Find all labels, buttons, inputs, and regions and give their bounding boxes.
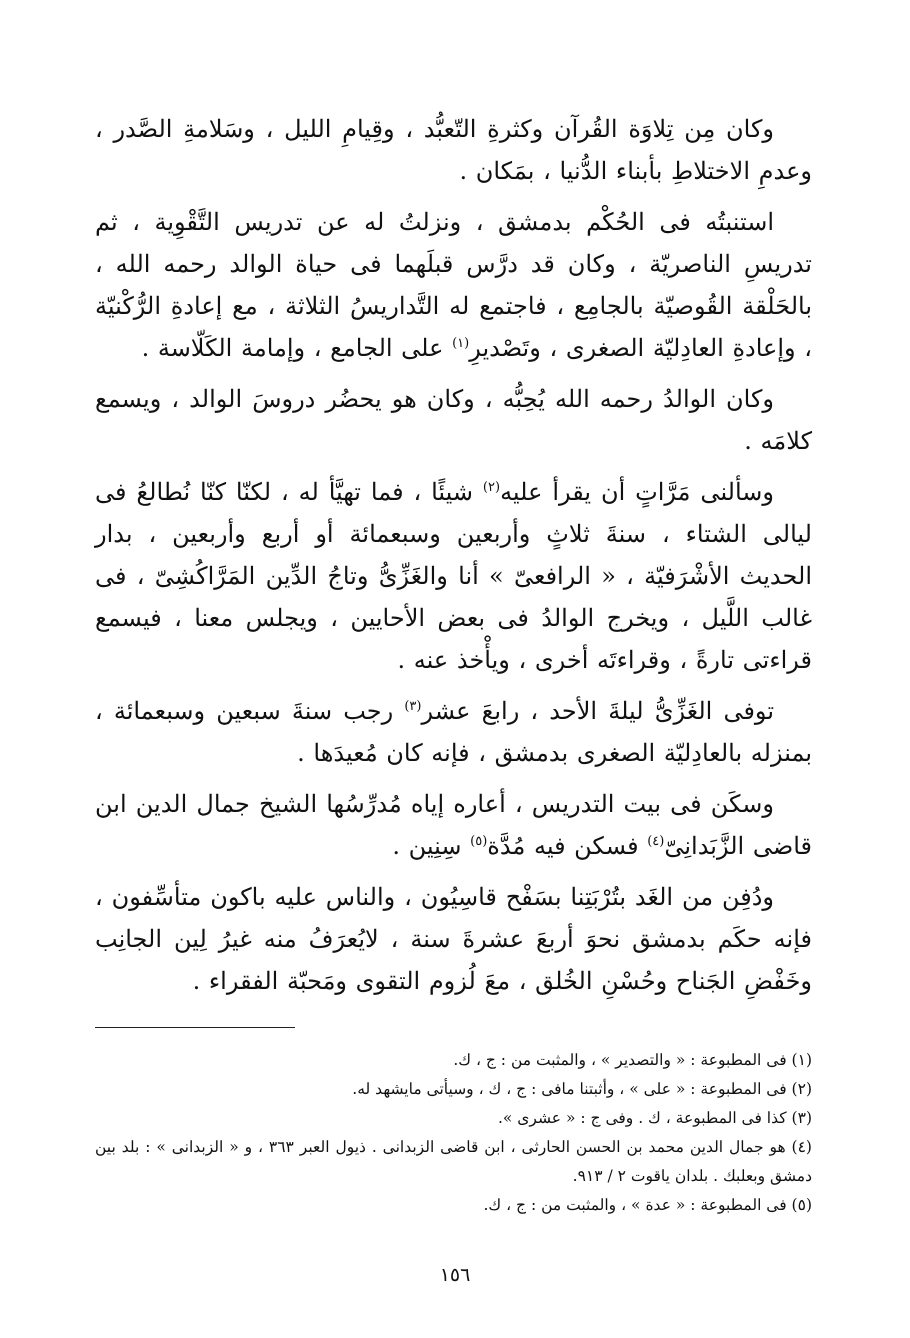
paragraph-text: شيئًا ، فما تهيَّأ له ، لكنّا كنّا نُطالعُ فى ليالى الشتاء ، سنةَ ثلاثٍ وأربعين وسبعمائة أو أربع وأربعين ، بدار الحديث الأشْرَفيّة ، « الرافعىّ » أنا والغَزِّىُّ وتاجُ الدِّين المَرَّاكُشِىّ ، فى غالب اللَّيل ، ويخرج الوالدُ فى بعض الأحايين ، ويجلس معنا ، فيسمع قراءتى تارةً ، وقراءتَه أخرى ، ويأْخذ عنه . [95,478,812,674]
paragraph-text: استنبتُه فى الحُكْم بدمشق ، ونزلتُ له عن تدريس التَّقْوِية ، ثم تدريسِ الناصريّة ، وكان قد درَّس قبلَهما فى حياة الوالد رحمه الله ، بالحَلْقة القُوصيّة بالجامِع ، فاجتمع له التَّداريسُ الثلاثة ، مع إعادةِ الرُّكْنيّة ، وإعادةِ العادِليّة الصغرى ، وتَصْديرِ [95,208,813,362]
paragraph-text: سِنِين . [392,832,471,860]
main-text [95,108,812,1002]
footnote-4: (٤) هو جمال الدين محمد بن الحسن الحارثى ، ابن قاضى الزبدانى . ذيول العبر ٣٦٣ ، و « الزبدانى » : بلد بين دمشق وبعلبك . بلدان ياقوت ٢ / ٩١٣. [95,1138,812,1185]
footnote-marker: (٢) [482,480,501,495]
paragraph [95,783,812,867]
footnotes [95,1046,812,1220]
paragraph-text: وسألنى مَرَّاتٍ أن يقرأ عليه [500,478,775,506]
paragraph [95,201,812,369]
footnote-marker: (٥) [470,834,488,849]
paragraph-text: وسكَن فى بيت التدريس ، أعاره إياه مُدرِّسُها الشيخ جمال الدين ابن قاضى الزَّبَدانِىّ [95,790,812,860]
footnote-1: (١) فى المطبوعة : « والتصدير » ، والمثبت من : ج ، ك. [453,1051,812,1069]
paragraph-text: وكان مِن تِلاوَة القُرآن وكثرةِ التّعبُّد ، وقِيامِ الليل ، وسَلامةِ الصَّدر ، وعدمِ الاختلاطِ بأبناء الدُّنيا ، بمَكان . [95,115,812,185]
paragraph [95,378,812,462]
paragraph-text: على الجامع ، وإمامة الكَلّاسة . [141,334,453,362]
paragraph-text: ودُفِن من الغَد بتُرْبَتِنا بسَفْح قاسِيُون ، والناس عليه باكون متأسِّفون ، فإنه حكَم بدمشق نحوَ أربعَ عشرةَ سنة ، لايُعرَفُ منه غيرُ لِين الجانِب وخَفْضِ الجَناح وحُسْنِ الخُلق ، معَ لُزوم التقوى ومَحبّة الفقراء . [95,883,812,995]
footnote-marker: (٣) [404,699,422,714]
footnote-2: (٢) فى المطبوعة : « على » ، وأثبتنا مافى : ج ، ك ، وسيأتى مايشهد له. [352,1080,812,1098]
paragraph [95,471,812,681]
paragraph-text: فسكن فيه مُدَّة [487,832,648,860]
footnote-divider [95,1027,295,1028]
paragraph-text: رجب سنةَ سبعين وسبعمائة ، بمنزله بالعادِليّة الصغرى بدمشق ، فإنه كان مُعيدَها . [95,697,812,767]
footnote-3: (٣) كذا فى المطبوعة ، ك . وفى ج : « عشرى ». [497,1109,812,1127]
page-body [95,108,812,1220]
footnote-marker: (١) [452,336,470,351]
paragraph [95,876,812,1002]
page-number: ١٥٦ [439,1264,471,1286]
footnote-5: (٥) فى المطبوعة : « عدة » ، والمثبت من : ج ، ك. [483,1196,812,1214]
paragraph-text: توفى الغَزِّىُّ ليلةَ الأحد ، رابعَ عشر [421,697,775,725]
paragraph [95,108,812,192]
footnote-marker: (٤) [647,834,665,849]
paragraph [95,690,812,774]
paragraph-text: وكان الوالدُ رحمه الله يُحِبُّه ، وكان هو يحضُر دروسَ الوالد ، ويسمع كلامَه . [95,385,812,455]
